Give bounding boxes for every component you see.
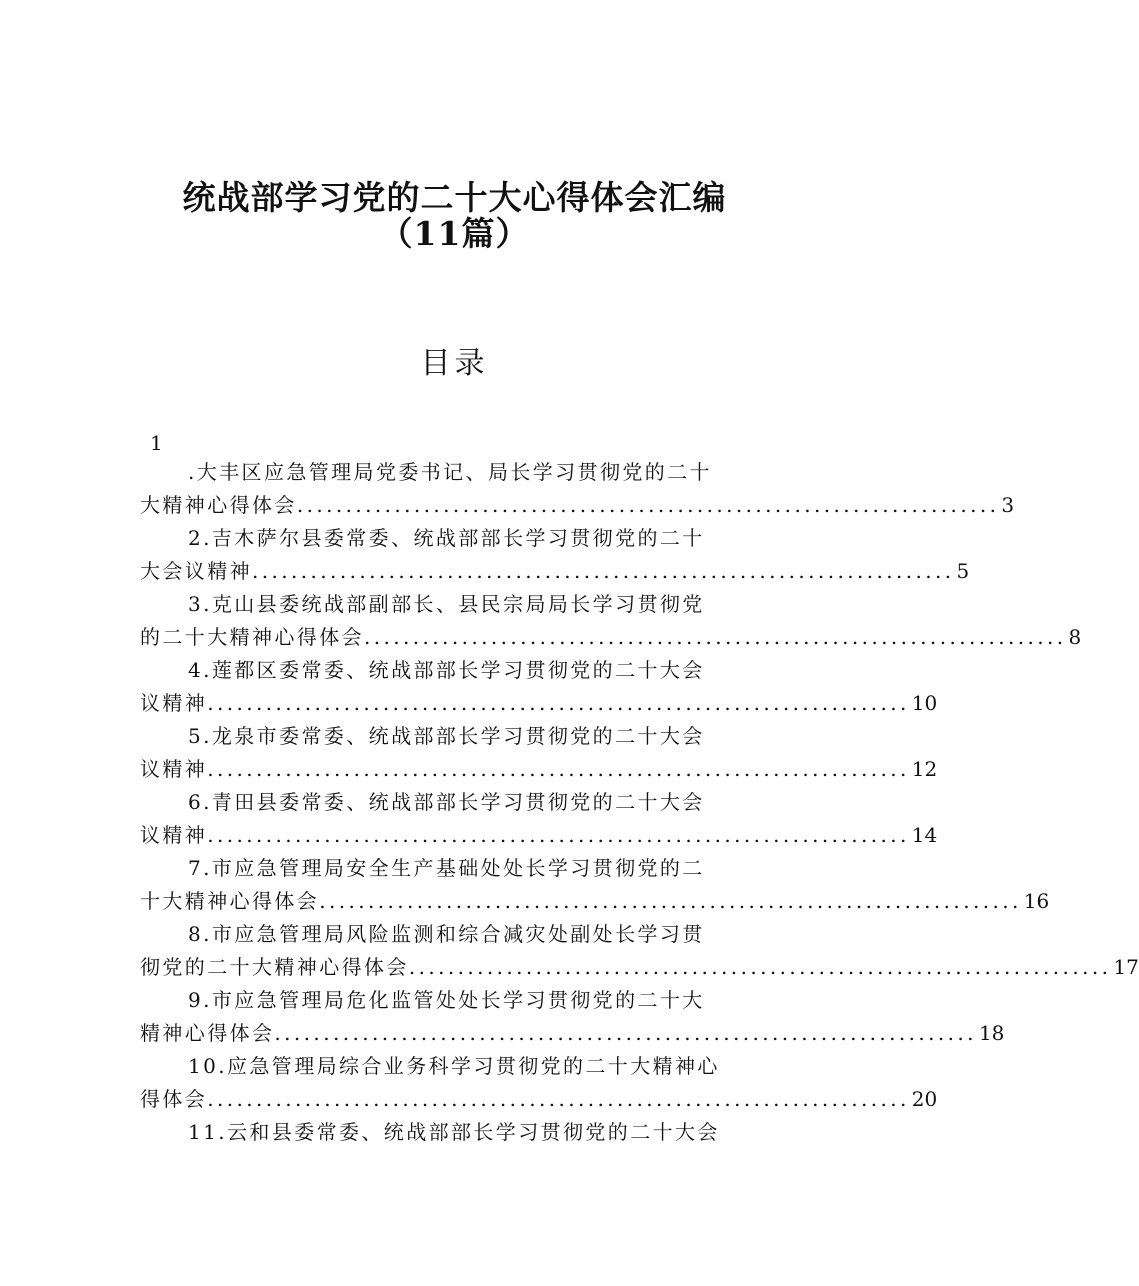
toc-entry-title-cont: 彻党的二十大精神心得体会 bbox=[140, 955, 409, 979]
table-of-contents bbox=[140, 456, 1139, 1149]
toc-entry-title: 6.青田县委常委、统战部部长学习贯彻党的二十大会 bbox=[188, 790, 705, 814]
toc-entry-title-cont: 十大精神心得体会 bbox=[140, 889, 320, 913]
toc-entry-title-cont: 得体会 bbox=[140, 1087, 208, 1111]
toc-entry-page: 20 bbox=[911, 1087, 938, 1111]
toc-entry[interactable] bbox=[140, 522, 970, 588]
toc-entry-page: 12 bbox=[911, 757, 938, 781]
toc-entry[interactable] bbox=[140, 456, 1015, 522]
toc-entry-title-cont: 大会议精神 bbox=[140, 559, 252, 583]
toc-entry-title-cont: 的二十大精神心得体会 bbox=[140, 625, 364, 649]
toc-entry-title-cont: 议精神 bbox=[140, 823, 208, 847]
toc-entry-page: 5 bbox=[956, 559, 970, 583]
toc-entry[interactable] bbox=[140, 588, 1082, 654]
toc-entry[interactable] bbox=[140, 654, 938, 720]
toc-entry-title: 4.莲都区委常委、统战部部长学习贯彻党的二十大会 bbox=[188, 658, 705, 682]
toc-entry-title: 2.吉木萨尔县委常委、统战部部长学习贯彻党的二十 bbox=[188, 526, 705, 550]
toc-entry-title: 5.龙泉市委常委、统战部部长学习贯彻党的二十大会 bbox=[188, 724, 705, 748]
toc-leader-dots: ........................................................................ bbox=[207, 691, 910, 715]
toc-leader-dots: ........................................................................ bbox=[274, 1021, 977, 1045]
toc-entry-title: .大丰区应急管理局党委书记、局长学习贯彻党的二十 bbox=[188, 460, 712, 484]
toc-leader-dots: ........................................................................ bbox=[207, 1087, 910, 1111]
toc-entry-page: 10 bbox=[911, 691, 938, 715]
toc-entry[interactable] bbox=[140, 918, 1139, 984]
toc-entry-title-cont: 精神心得体会 bbox=[140, 1021, 275, 1045]
toc-entry-title: 7.市应急管理局安全生产基础处处长学习贯彻党的二 bbox=[188, 856, 705, 880]
toc-leader-dots: ........................................................................ bbox=[252, 559, 955, 583]
toc-entry-title: 10.应急管理局综合业务科学习贯彻党的二十大精神心 bbox=[188, 1054, 720, 1078]
toc-entry[interactable] bbox=[140, 786, 938, 852]
toc-entry-page: 3 bbox=[1001, 493, 1015, 517]
toc-entry-title: 11.云和县委常委、统战部部长学习贯彻党的二十大会 bbox=[188, 1120, 720, 1144]
toc-entry-title-cont: 议精神 bbox=[140, 757, 208, 781]
toc-entry-title-cont: 大精神心得体会 bbox=[140, 493, 297, 517]
document-title: 统战部学习党的二十大心得体会汇编 bbox=[182, 178, 727, 217]
toc-heading: 目录 bbox=[420, 346, 489, 381]
toc-entry-title: 9.市应急管理局危化监管处处长学习贯彻党的二十大 bbox=[188, 988, 705, 1012]
toc-entry[interactable] bbox=[140, 720, 938, 786]
toc-entry[interactable] bbox=[140, 1116, 770, 1149]
toc-leader-dots: ........................................................................ bbox=[296, 493, 1000, 517]
document-subtitle: （11篇） bbox=[379, 214, 530, 253]
toc-leader-dots: ........................................................................ bbox=[207, 757, 910, 781]
toc-first-number: 1 bbox=[150, 431, 163, 455]
toc-entry-page: 14 bbox=[911, 823, 938, 847]
toc-entry[interactable] bbox=[140, 1050, 938, 1116]
toc-leader-dots: ........................................................................ bbox=[319, 889, 1022, 913]
toc-entry-page: 18 bbox=[978, 1021, 1005, 1045]
toc-entry-page: 8 bbox=[1068, 625, 1082, 649]
toc-entry[interactable] bbox=[140, 984, 1005, 1050]
toc-entry-title: 8.市应急管理局风险监测和综合减灾处副处长学习贯 bbox=[188, 922, 705, 946]
toc-entry-title: 3.克山县委统战部副部长、县民宗局局长学习贯彻党 bbox=[188, 592, 705, 616]
toc-leader-dots: ........................................................................ bbox=[408, 955, 1112, 979]
toc-entry-title-cont: 议精神 bbox=[140, 691, 208, 715]
toc-entry-page: 17 bbox=[1113, 955, 1139, 979]
toc-entry[interactable] bbox=[140, 852, 1050, 918]
toc-leader-dots: ........................................................................ bbox=[207, 823, 910, 847]
toc-entry-page: 16 bbox=[1023, 889, 1050, 913]
toc-leader-dots: ........................................................................ bbox=[364, 625, 1067, 649]
